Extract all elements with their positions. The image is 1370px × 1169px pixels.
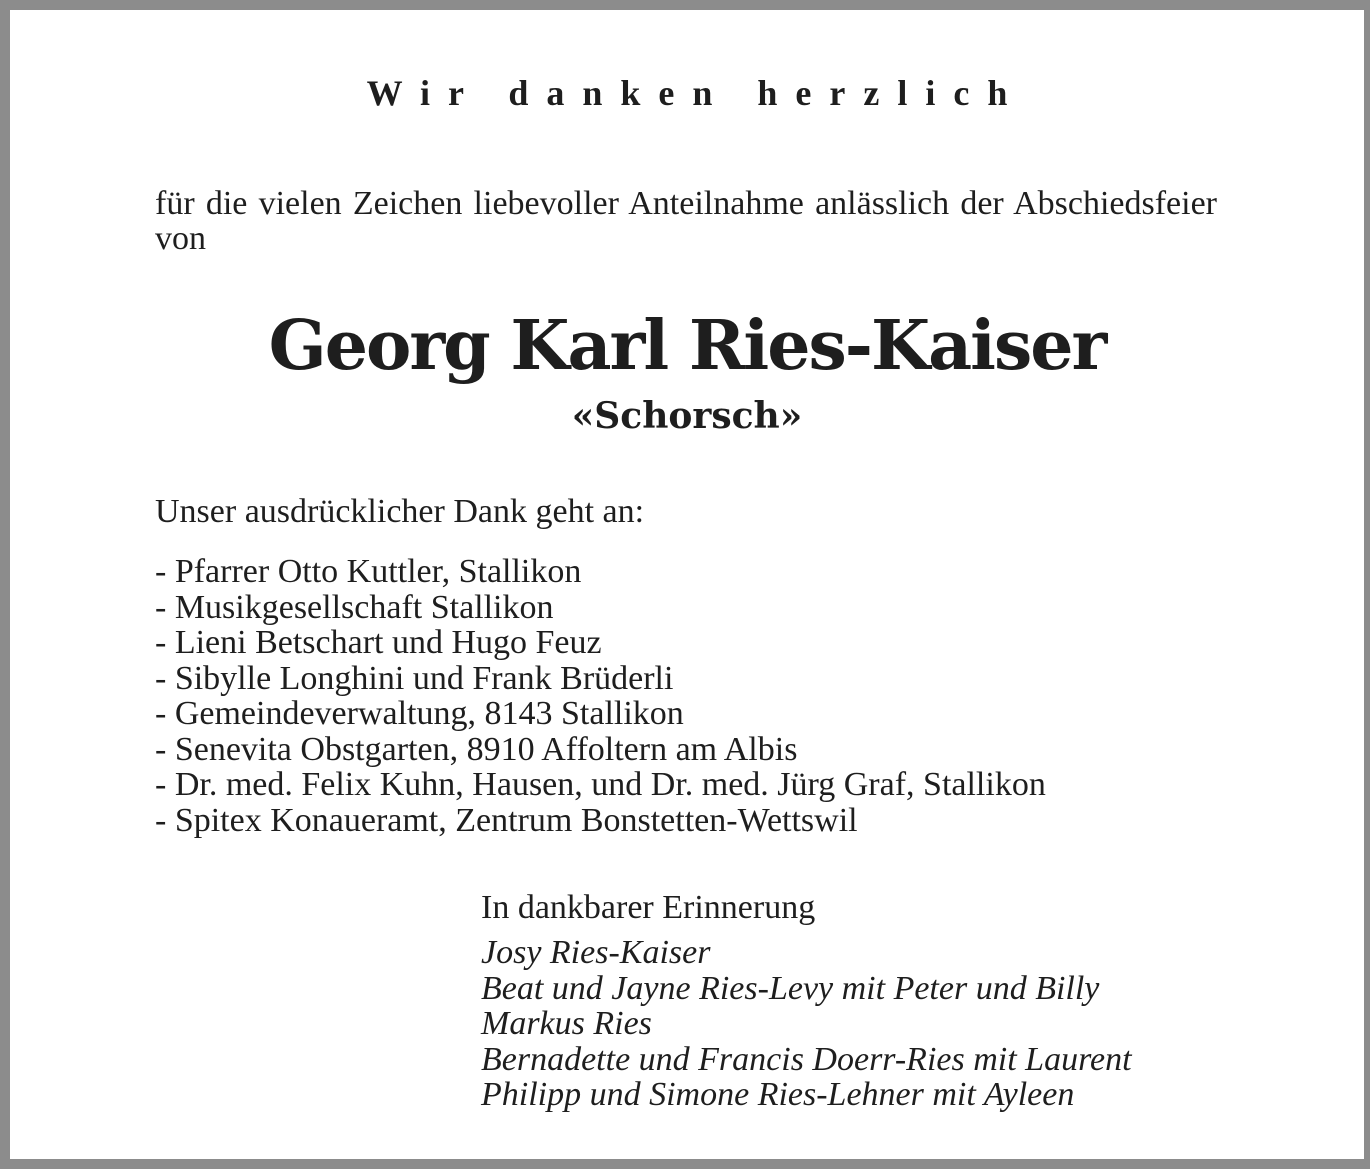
thanks-list-item: - Pfarrer Otto Kuttler, Stallikon: [155, 553, 582, 590]
thanks-list-item: - Musikgesellschaft Stallikon: [155, 588, 554, 626]
signer: Markus Ries: [481, 1005, 652, 1042]
thanks-intro: Unser ausdrücklicher Dank geht an:: [155, 493, 645, 530]
signer: Bernadette und Francis Doerr-Ries mit Laurent: [481, 1040, 1132, 1078]
signer: Philipp und Simone Ries-Lehner mit Ayleen: [481, 1076, 1075, 1113]
thanks-list-item: - Gemeindeverwaltung, 8143 Stallikon: [155, 695, 684, 732]
notice-heading: Wir danken herzlich: [366, 73, 1026, 113]
deceased-nickname: «Schorsch»: [571, 395, 803, 437]
signer: Beat und Jayne Ries-Levy mit Peter und Billy: [481, 969, 1100, 1007]
thanks-list-item: - Spitex Konaueramt, Zentrum Bonstetten-Wettswil: [155, 801, 858, 839]
deceased-name: Georg Karl Ries-Kaiser: [268, 306, 1106, 386]
signers-list: [481, 935, 1132, 1113]
signer: Josy Ries-Kaiser: [481, 934, 711, 971]
thanks-list-item: - Senevita Obstgarten, 8910 Affoltern am Albis: [155, 730, 798, 768]
closing-text: In dankbarer Erinnerung: [481, 889, 816, 926]
thanks-list: [155, 554, 1046, 838]
thanks-list-item: - Lieni Betschart und Hugo Feuz: [155, 624, 602, 661]
thanks-list-item: - Sibylle Longhini und Frank Brüderli: [155, 659, 674, 697]
thanks-list-item: - Dr. med. Felix Kuhn, Hausen, und Dr. med. Jürg Graf, Stallikon: [155, 766, 1046, 803]
intro-text: für die vielen Zeichen liebevoller Anteilnahme anlässlich der Abschiedsfeier von: [155, 185, 1217, 257]
